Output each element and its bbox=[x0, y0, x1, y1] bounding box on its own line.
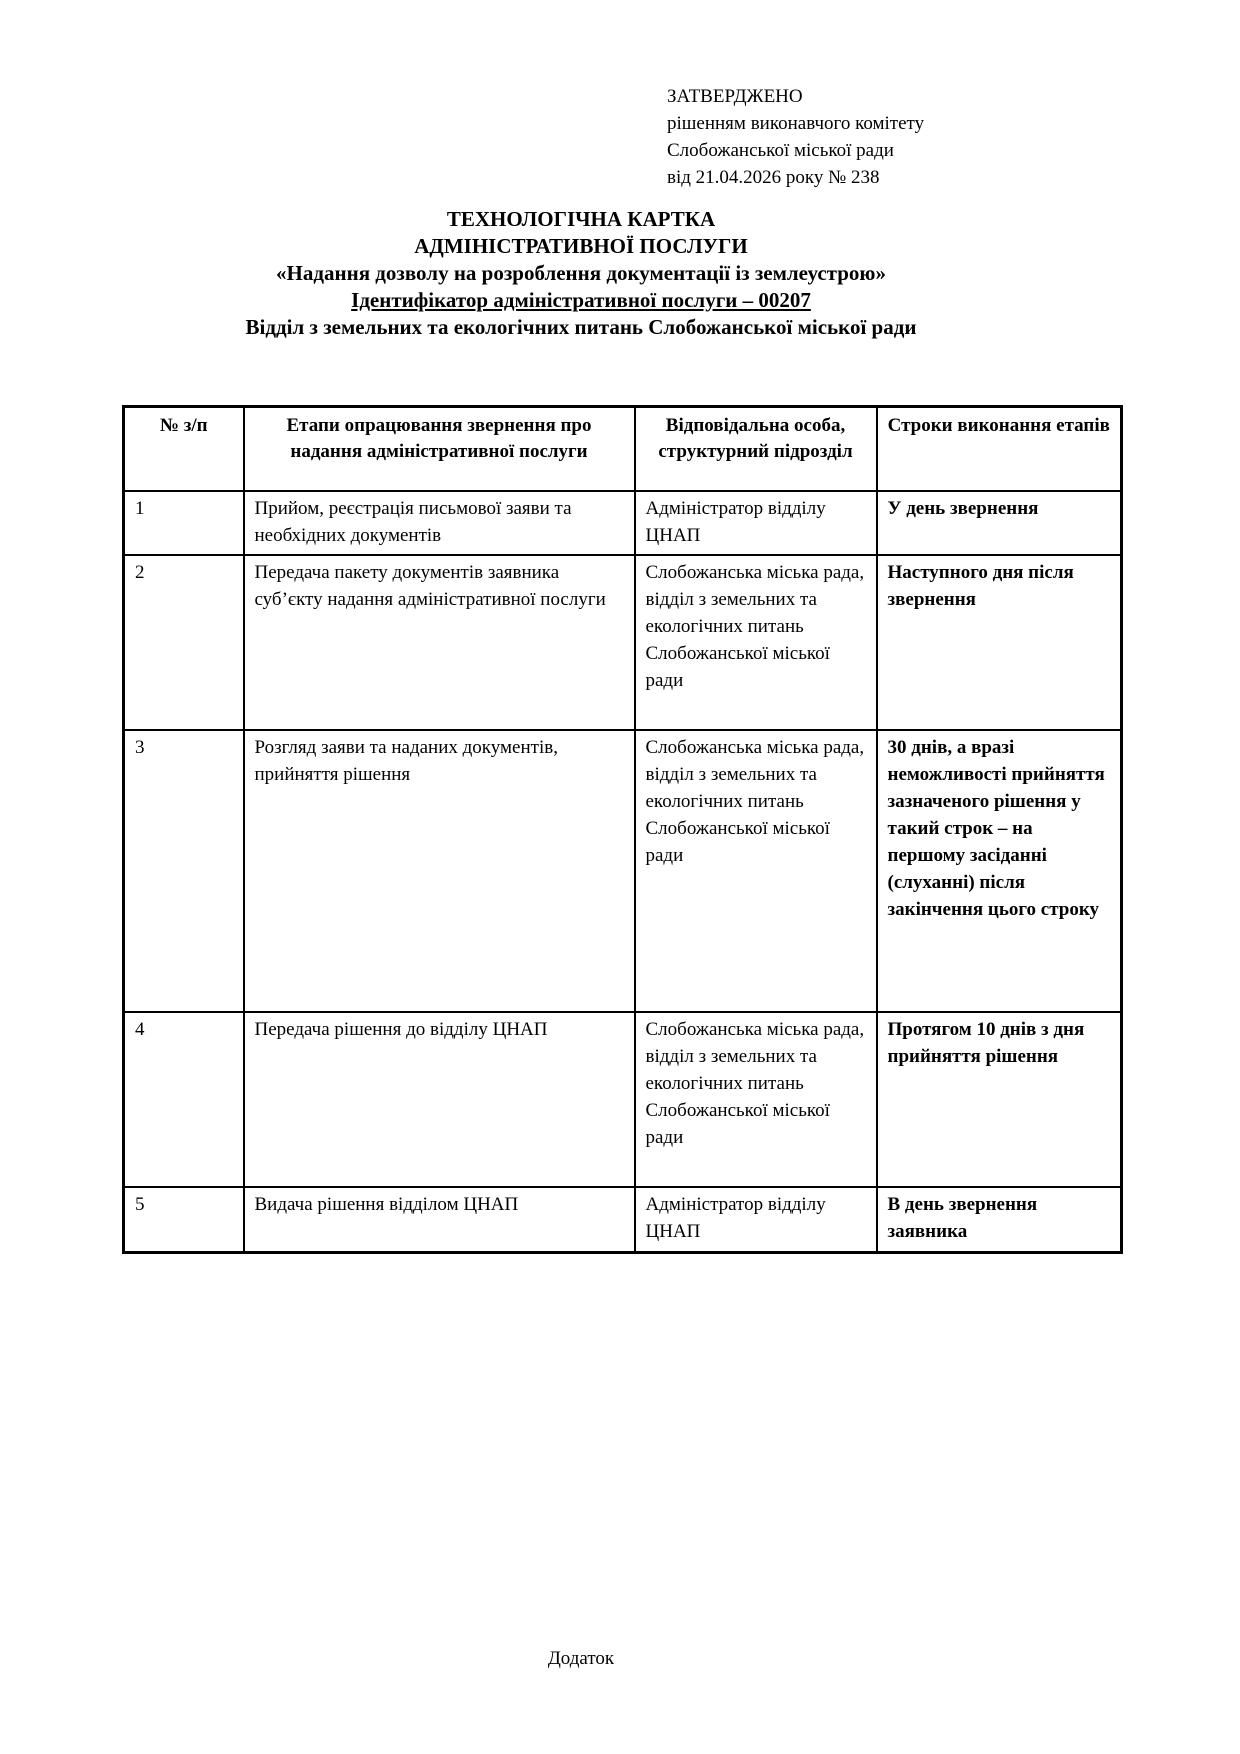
header-cell-responsible: Відповідальна особа, структурний підрозділ bbox=[635, 407, 877, 491]
document-title-block bbox=[122, 206, 1040, 341]
row-responsible: Слобожанська міська рада, відділ з земельних та екологічних питань Слобожанської міської ради bbox=[635, 555, 877, 730]
row-term: У день звернення bbox=[877, 491, 1122, 555]
row-stage: Розгляд заяви та наданих документів, прийняття рішення bbox=[244, 730, 635, 1012]
table-row bbox=[124, 730, 1122, 1012]
service-name: «Надання дозволу на розроблення документації із землеустрою» bbox=[276, 261, 886, 285]
table-row bbox=[124, 491, 1122, 555]
row-number: 3 bbox=[124, 730, 244, 1012]
row-term: 30 днів, а вразі неможливості прийняття зазначеного рішення у такий строк – на першому засіданні (слуханні) після закінчення цього строку bbox=[877, 730, 1122, 1012]
row-term: В день звернення заявника bbox=[877, 1187, 1122, 1253]
row-responsible: Слобожанська міська рада, відділ з земельних та екологічних питань Слобожанської міської ради bbox=[635, 1012, 877, 1187]
row-responsible: Адміністратор відділу ЦНАП bbox=[635, 1187, 877, 1253]
row-stage: Прийом, реєстрація письмової заяви та необхідних документів bbox=[244, 491, 635, 555]
table-row bbox=[124, 1187, 1122, 1253]
row-number: 1 bbox=[124, 491, 244, 555]
approval-line-2: рішенням виконавчого комітету bbox=[667, 113, 925, 134]
document-title-line-1: ТЕХНОЛОГІЧНА КАРТКА bbox=[446, 207, 716, 231]
row-stage: Передача рішення до відділу ЦНАП bbox=[244, 1012, 635, 1187]
approval-block bbox=[667, 83, 924, 191]
row-number: 5 bbox=[124, 1187, 244, 1253]
row-stage: Передача пакету документів заявника суб’єкту надання адміністративної послуги bbox=[244, 555, 635, 730]
header-cell-stage: Етапи опрацювання звернення про надання адміністративної послуги bbox=[244, 407, 635, 491]
approval-line-4: від 21.04.2026 року № 238 bbox=[667, 167, 880, 188]
service-identifier: Ідентифікатор адміністративної послуги – 00207 bbox=[351, 288, 811, 312]
approval-line-3: Слобожанської міської ради bbox=[667, 140, 894, 161]
row-responsible: Адміністратор відділу ЦНАП bbox=[635, 491, 877, 555]
header-cell-number: № з/п bbox=[124, 407, 244, 491]
table-row bbox=[124, 1012, 1122, 1187]
annex-label: Додаток bbox=[547, 1648, 615, 1669]
header-cell-term: Строки виконання етапів bbox=[877, 407, 1122, 491]
document-title-line-2: АДМІНІСТРАТИВНОЇ ПОСЛУГИ bbox=[414, 234, 748, 258]
row-stage: Видача рішення відділом ЦНАП bbox=[244, 1187, 635, 1253]
approval-line-1: ЗАТВЕРДЖЕНО bbox=[667, 86, 803, 107]
department-name: Відділ з земельних та екологічних питань Слобожанської міської ради bbox=[245, 315, 917, 339]
row-responsible: Слобожанська міська рада, відділ з земельних та екологічних питань Слобожанської міської ради bbox=[635, 730, 877, 1012]
row-term: Протягом 10 днів з дня прийняття рішення bbox=[877, 1012, 1122, 1187]
row-term: Наступного дня після звернення bbox=[877, 555, 1122, 730]
table-row bbox=[124, 555, 1122, 730]
row-number: 4 bbox=[124, 1012, 244, 1187]
process-stages-table bbox=[122, 405, 1123, 1254]
table-header-row bbox=[124, 407, 1122, 491]
row-number: 2 bbox=[124, 555, 244, 730]
